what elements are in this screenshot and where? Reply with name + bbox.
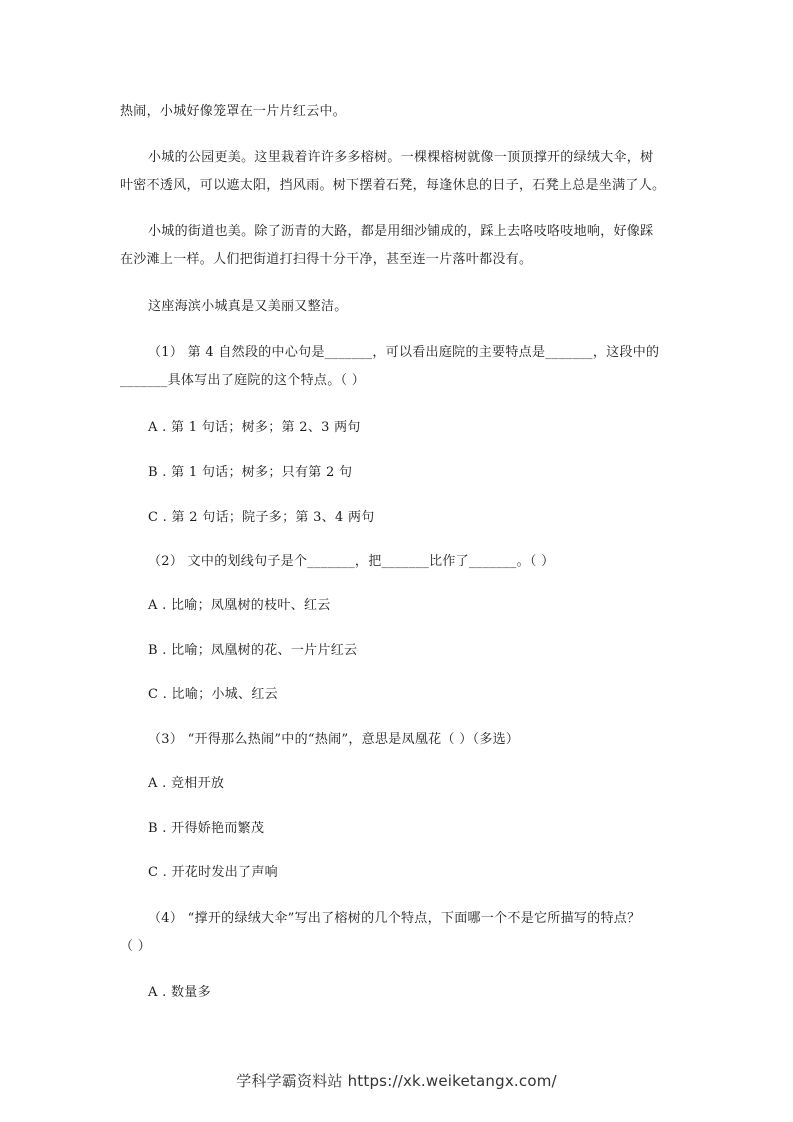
question-3-option-b: B . 开得娇艳而繁茂: [148, 821, 265, 836]
question-2-option-b: B . 比喻；凤凰树的花、一片片红云: [148, 643, 358, 658]
passage-paragraph-3-line-2: 在沙滩上一样。人们把街道打扫得十分干净，甚至连一片落叶都没有。: [120, 252, 533, 267]
question-1-stem-line-2: _______具体写出了庭院的这个特点。（ ）: [120, 373, 366, 388]
passage-paragraph-2-line-1: 小城的公园更美。这里栽着许许多多榕树。一棵棵榕树就像一顶顶撑开的绿绒大伞，树: [148, 150, 654, 165]
question-2-option-c: C . 比喻；小城、红云: [148, 687, 278, 702]
passage-paragraph-4: 这座海滨小城真是又美丽又整洁。: [148, 299, 348, 314]
question-4-option-a: A . 数量多: [148, 985, 211, 1000]
passage-paragraph-1-continued: 热闹，小城好像笼罩在一片片红云中。: [120, 104, 347, 119]
question-3-stem-line-1: （3） “开得那么热闹”中的“热闹”，意思是凤凰花（ ）（多选）: [148, 732, 520, 747]
question-2-option-a: A . 比喻；凤凰树的枝叶、红云: [148, 598, 331, 613]
question-2-stem-line-1: （2） 文中的划线句子是个_______，把_______比作了_______。（ ）: [148, 554, 555, 569]
question-4-stem-line-1: （4） “撑开的绿绒大伞”写出了榕树的几个特点，下面哪一个不是它所描写的特点？: [148, 911, 641, 926]
question-1-stem-line-1: （1） 第 4 自然段的中心句是_______，可以看出庭院的主要特点是_______，这段中的: [148, 345, 660, 360]
footer-watermark: 学科学霸资料站 https://xk.weiketangx.com/: [236, 1072, 557, 1090]
question-3-option-c: C . 开花时发出了声响: [148, 865, 278, 880]
question-1-option-a: A . 第 1 句话；树多；第 2、3 两句: [148, 420, 361, 435]
question-4-stem-line-2: （ ）: [120, 939, 152, 954]
passage-paragraph-3-line-1: 小城的街道也美。除了沥青的大路，都是用细沙铺成的，踩上去咯吱咯吱地响，好像踩: [148, 224, 654, 239]
question-1-option-b: B . 第 1 句话；树多；只有第 2 句: [148, 465, 353, 480]
question-1-option-c: C . 第 2 句话；院子多；第 3、4 两句: [148, 510, 375, 525]
passage-paragraph-2-line-2: 叶密不透风，可以遮太阳，挡风雨。树下摆着石凳，每逢休息的日子，石凳上总是坐满了人。: [120, 178, 666, 193]
question-3-option-a: A . 竞相开放: [148, 776, 225, 791]
